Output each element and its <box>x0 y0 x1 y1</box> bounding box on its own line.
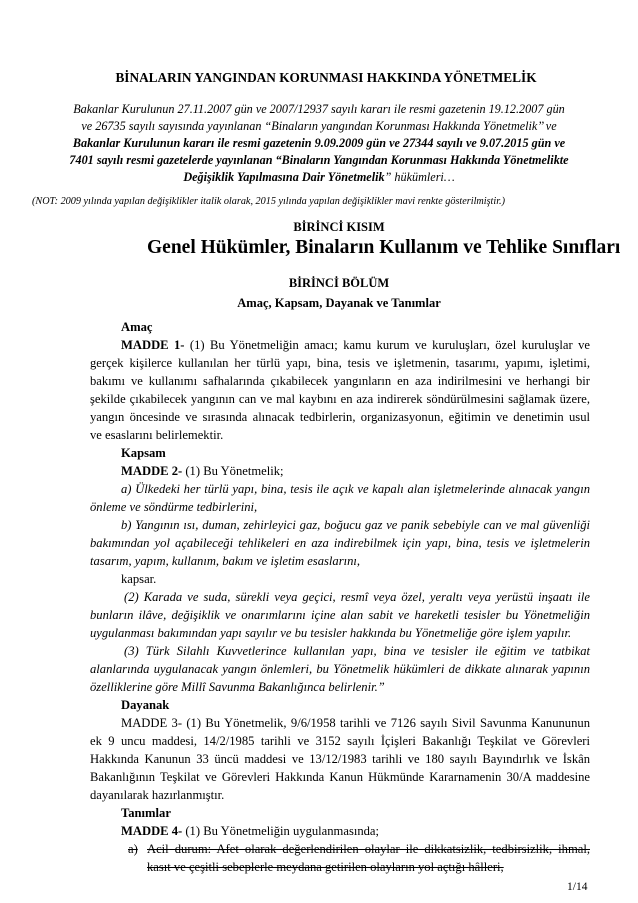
article-heading-kapsam: Kapsam <box>121 446 166 460</box>
article-1-text: (1) Bu Yönetmeliğin amacı; kamu kurum ve kuruluşları, özel kuruluşlar ve <box>184 338 590 352</box>
article-2-a-line: a) Ülkedeki her türlü yapı, bina, tesis ile açık ve kapalı alan işletmelerinde alınacak yangın <box>121 482 590 496</box>
section-title: BİRİNCİ BÖLÜM <box>288 276 390 290</box>
article-4-line <box>121 825 379 838</box>
article-4-item-marker: a) <box>128 842 138 856</box>
article-1-line: gerçek kişilerce kullanılan her türlü yapı, bina, tesis ve işletmenin, tasarımı, yapımı, işletimi, <box>90 356 590 370</box>
article-2-b-line: b) Yangının ısı, duman, zehirleyici gaz, boğucu gaz ve panik sebebiyle can ve mal güvenliği <box>121 518 590 532</box>
article-3-text: (1) Bu Yönetmelik, 9/6/1958 tarihli ve 7126 sayılı Sivil Savunma Kanununun <box>182 716 590 730</box>
article-1-line: yangın öncesinde ve sırasında alınacak tedbirlerin, organizasyonun, eğitimin ve denetimin usul <box>90 410 590 424</box>
article-1-line: bakımı ve kullanımı safhalarında çıkabilecek yangınların en aza indirilmesini ve herhangi bir <box>90 374 590 388</box>
intro-line: ve 26735 sayılı sayısında yayınlanan “Binaların yangından Korunması Hakkında Yönetmelik’’ ve <box>81 119 557 133</box>
article-1-line: ve esaslarını belirlemektir. <box>90 428 224 442</box>
article-2-kapsar: kapsar. <box>121 572 157 586</box>
article-2-p2-line: (2) Karada ve suda, sürekli veya geçici, resmî veya özel, yeraltı veya yerüstü inşaatı ile <box>124 590 590 604</box>
part-title: BİRİNCİ KISIM <box>293 220 385 234</box>
article-3-line: Bakanlığının Teşkilat ve Görevleri Hakkında Kanun Hükmünde Kararnamenin 30/A maddesine <box>90 770 590 784</box>
article-3-label: MADDE 3- <box>121 716 183 730</box>
part-heading: Genel Hükümler, Binaların Kullanım ve Tehlike Sınıfları <box>147 237 621 258</box>
article-3-line: ek 9 uncu maddesi, 14/2/1985 tarihli ve 3152 sayılı İçişleri Bakanlığı Teşkilat ve Görevleri <box>90 734 590 748</box>
article-3-line: dayanılarak hazırlanmıştır. <box>90 788 225 802</box>
article-1-label: MADDE 1- <box>121 338 185 352</box>
article-4-label: MADDE 4- <box>121 824 183 838</box>
article-4-item-line: Acil durum: Afet olarak değerlendirilen olaylar ile dikkatsizlik, tedbirsizlik, ihmal, <box>147 842 590 856</box>
article-2-b-line: tasarım, yapım, kullanım, bakım ve işletim esaslarını, <box>90 554 361 568</box>
intro-line <box>0 171 638 183</box>
article-2-p3-line: özelliklerine göre Millî Savunma Bakanlığınca belirlenir.” <box>90 680 385 694</box>
article-2-p2-line: bunların ilâve, değişiklik ve onarımlarını içine alan sabit ve hareketli tesisler bu Yönetmeliğin <box>90 608 590 622</box>
article-3-line: Hakkında Kanunun 33 üncü maddesi ve 13/12/1983 tarihli ve 180 sayılı Bayındırlık ve İskân <box>90 752 590 766</box>
article-2-b-line: bakımından yol açabileceği tehlikeleri en aza indirebilmek için yapı, bina, tesis ve işletmelerin <box>90 536 590 550</box>
article-heading-tanimlar: Tanımlar <box>121 806 171 820</box>
article-heading-amac: Amaç <box>121 320 153 334</box>
intro-line: Bakanlar Kurulunun 27.11.2007 gün ve 2007/12937 sayılı kararı ile resmi gazetenin 19.12.2007 gün <box>73 102 565 116</box>
article-2-p3-line: alanlarında uygulanacak yangın önlemleri, bu Yönetmelik hükümleri de dikkate alınarak yapının <box>90 662 590 676</box>
article-4-item-line: kasıt ve çeşitli sebeplerle meydana getirilen olayların yol açtığı hâlleri, <box>147 860 504 874</box>
section-heading: Amaç, Kapsam, Dayanak ve Tanımlar <box>237 296 441 310</box>
article-1-line <box>121 339 590 352</box>
article-2-p3-line: (3) Türk Silahlı Kuvvetlerince kullanılan yapı, bina ve tesisler ile eğitim ve tatbikat <box>124 644 590 658</box>
intro-line: 7401 sayılı resmi gazetelerde yayınlanan “Binaların Yangından Korunması Hakkında Yönetmelikte <box>69 153 569 167</box>
article-3-line <box>121 717 590 730</box>
article-2-label: MADDE 2- <box>121 464 183 478</box>
document-title: BİNALARIN YANGINDAN KORUNMASI HAKKINDA YÖNETMELİK <box>115 70 537 85</box>
intro-tail: ” hükümleri… <box>384 170 455 184</box>
intro-bold-text: Değişiklik Yapılmasına Dair Yönetmelik <box>183 170 385 184</box>
page-number: 1/14 <box>567 881 588 893</box>
article-2-text: (1) Bu Yönetmelik; <box>182 464 284 478</box>
article-4-text: (1) Bu Yönetmeliğin uygulanmasında; <box>182 824 380 838</box>
article-2-line <box>121 465 284 478</box>
intro-line: Bakanlar Kurulunun kararı ile resmi gazetenin 9.09.2009 gün ve 27344 sayılı ve 9.07.2015 gün ve <box>72 136 566 150</box>
article-heading-dayanak: Dayanak <box>121 698 170 712</box>
article-1-line: şekilde çıkabilecek yangının can ve mal kaybını en aza indirerek söndürülmesini sağlamak üzere, <box>90 392 590 406</box>
note-text: (NOT: 2009 yılında yapılan değişiklikler italik olarak, 2015 yılında yapılan değişiklikler mavi renkte gösterilmiştir.) <box>32 196 505 207</box>
article-2-a-line: önleme ve söndürme tedbirlerini, <box>90 500 258 514</box>
article-2-p2-line: uygulanması bakımından yapı sayılır ve bu tesisler hakkında bu Yönetmeliğe göre işlem yapılır. <box>90 626 572 640</box>
